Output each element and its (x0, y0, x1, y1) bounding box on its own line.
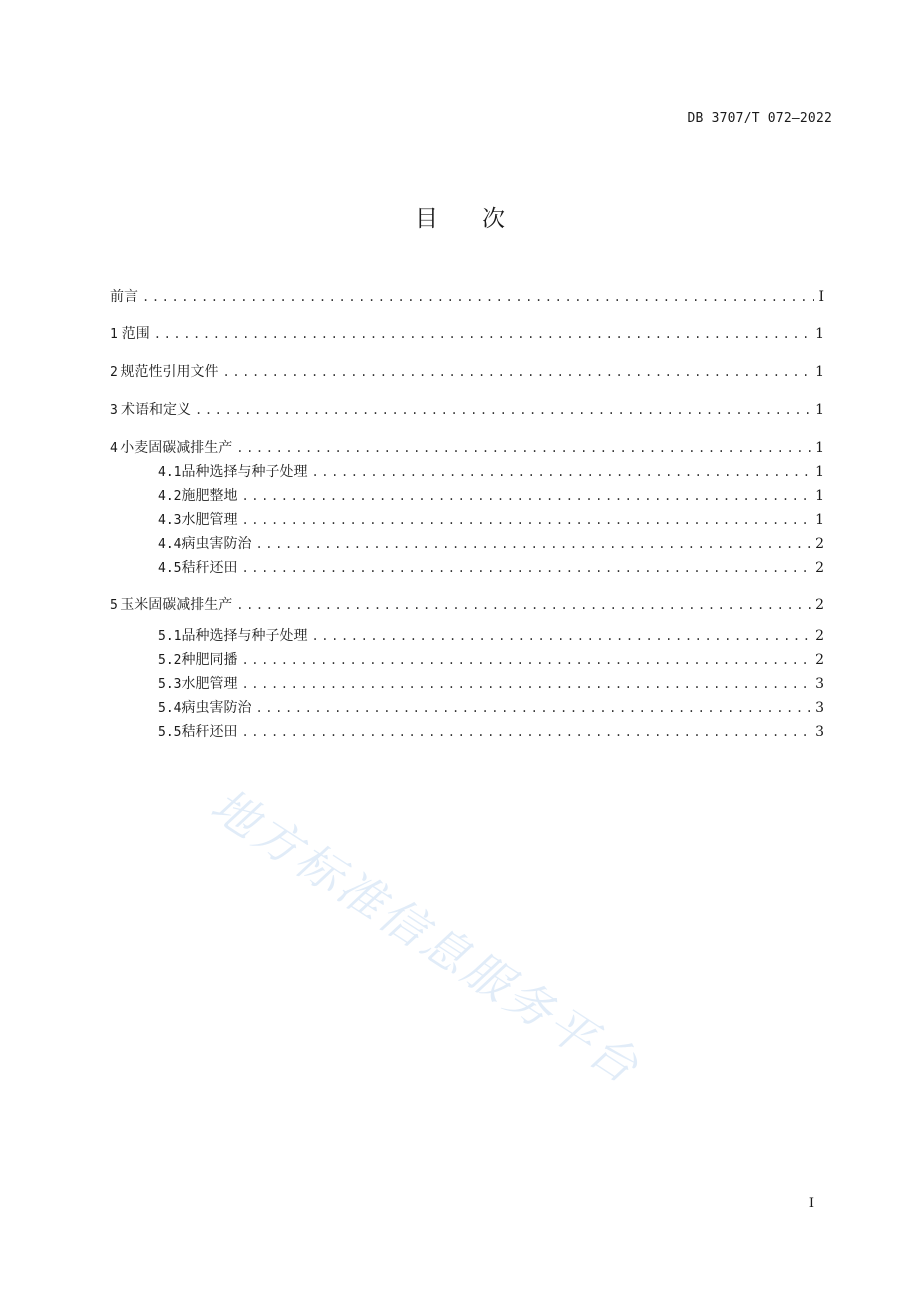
toc-entry-page: I (818, 289, 824, 305)
toc-subentry-4-2[interactable] (110, 485, 824, 508)
toc-entry-label: 病虫害防治 (181, 536, 252, 552)
leader-dots (236, 594, 811, 616)
toc-entry-terms-definitions[interactable] (110, 399, 824, 422)
toc-entry-number: 5.1 (158, 629, 182, 644)
toc-entry-page: 2 (815, 597, 824, 613)
toc-entry-wheat-production[interactable] (110, 437, 824, 460)
toc-subentry-4-3[interactable] (110, 509, 824, 532)
leader-dots (154, 323, 811, 345)
toc-entry-page: 1 (815, 364, 824, 380)
toc-entry-number: 4 (110, 441, 118, 456)
toc-entry-normative-references[interactable] (110, 361, 824, 384)
toc-entry-page: 2 (815, 560, 824, 576)
toc-entry-number: 3 (110, 403, 118, 418)
toc-entry-page: 3 (815, 676, 824, 692)
toc-subentry-5-1[interactable] (110, 625, 824, 648)
toc-entry-label: 秸秆还田 (181, 724, 238, 740)
toc-subentry-5-5[interactable] (110, 721, 824, 744)
toc-entry-number: 4.2 (158, 489, 182, 504)
leader-dots (236, 437, 811, 459)
toc-entry-page: 2 (815, 536, 824, 552)
document-code: DB 3707/T 072—2022 (687, 111, 832, 126)
toc-subentry-4-4[interactable] (110, 533, 824, 556)
toc-subentry-5-3[interactable] (110, 673, 824, 696)
leader-dots (241, 509, 811, 531)
toc-entry-label: 水肥管理 (181, 512, 238, 528)
leader-dots (241, 649, 811, 671)
toc-entry-scope[interactable] (110, 323, 824, 346)
toc-entry-number: 5.4 (158, 701, 182, 716)
leader-dots (241, 485, 811, 507)
toc-entry-page: 3 (815, 724, 824, 740)
toc-entry-number: 5.5 (158, 725, 182, 740)
toc-entry-label: 品种选择与种子处理 (181, 628, 308, 644)
leader-dots (223, 361, 812, 383)
toc-entry-number: 2 (110, 365, 118, 380)
toc-subentry-4-1[interactable] (110, 461, 824, 484)
toc-entry-label: 施肥整地 (181, 488, 238, 504)
leader-dots (311, 461, 811, 483)
toc-subentry-4-5[interactable] (110, 557, 824, 580)
toc-entry-page: 1 (815, 326, 824, 342)
toc-entry-label: 水肥管理 (181, 676, 238, 692)
leader-dots (255, 697, 811, 719)
toc-entry-number: 5.2 (158, 653, 182, 668)
toc-entry-page: 2 (815, 628, 824, 644)
toc-entry-page: 1 (815, 464, 824, 480)
leader-dots (311, 625, 811, 647)
toc-entry-page: 3 (815, 700, 824, 716)
toc-entry-page: 1 (815, 488, 824, 504)
toc-entry-label: 前言 (110, 289, 138, 305)
leader-dots (255, 533, 811, 555)
toc-entry-label: 秸秆还田 (181, 560, 238, 576)
toc-title: 目次 (415, 206, 549, 232)
toc-entry-page: 1 (815, 440, 824, 456)
toc-entry-number: 5.3 (158, 677, 182, 692)
toc-entry-label: 范围 (121, 326, 150, 342)
toc-entry-label: 玉米固碳减排生产 (120, 597, 233, 613)
watermark-text: 地方标准信息服务平台 (201, 777, 651, 1096)
toc-subentry-5-2[interactable] (110, 649, 824, 672)
leader-dots (241, 557, 811, 579)
toc-entry-page: 2 (815, 652, 824, 668)
toc-entry-corn-production[interactable] (110, 594, 824, 617)
leader-dots (241, 721, 811, 743)
toc-entry-number: 4.5 (158, 561, 182, 576)
toc-entry-label: 小麦固碳减排生产 (120, 440, 233, 456)
toc-entry-label: 术语和定义 (121, 402, 192, 418)
toc-entry-page: 1 (815, 402, 824, 418)
toc-entry-number: 1 (110, 327, 118, 342)
toc-entry-label: 病虫害防治 (181, 700, 252, 716)
leader-dots (142, 286, 814, 308)
leader-dots (241, 673, 811, 695)
toc-entry-number: 4.1 (158, 465, 182, 480)
toc-entry-number: 5 (110, 598, 118, 613)
toc-entry-label: 规范性引用文件 (120, 364, 219, 380)
toc-entry-label: 种肥同播 (181, 652, 238, 668)
toc-entry-number: 4.4 (158, 537, 182, 552)
page-number: I (808, 1196, 814, 1211)
table-of-contents (110, 286, 824, 744)
toc-entry-foreword[interactable] (110, 286, 824, 308)
toc-subentry-5-4[interactable] (110, 697, 824, 720)
toc-entry-label: 品种选择与种子处理 (181, 464, 308, 480)
toc-entry-page: 1 (815, 512, 824, 528)
leader-dots (195, 399, 811, 421)
toc-entry-number: 4.3 (158, 513, 182, 528)
